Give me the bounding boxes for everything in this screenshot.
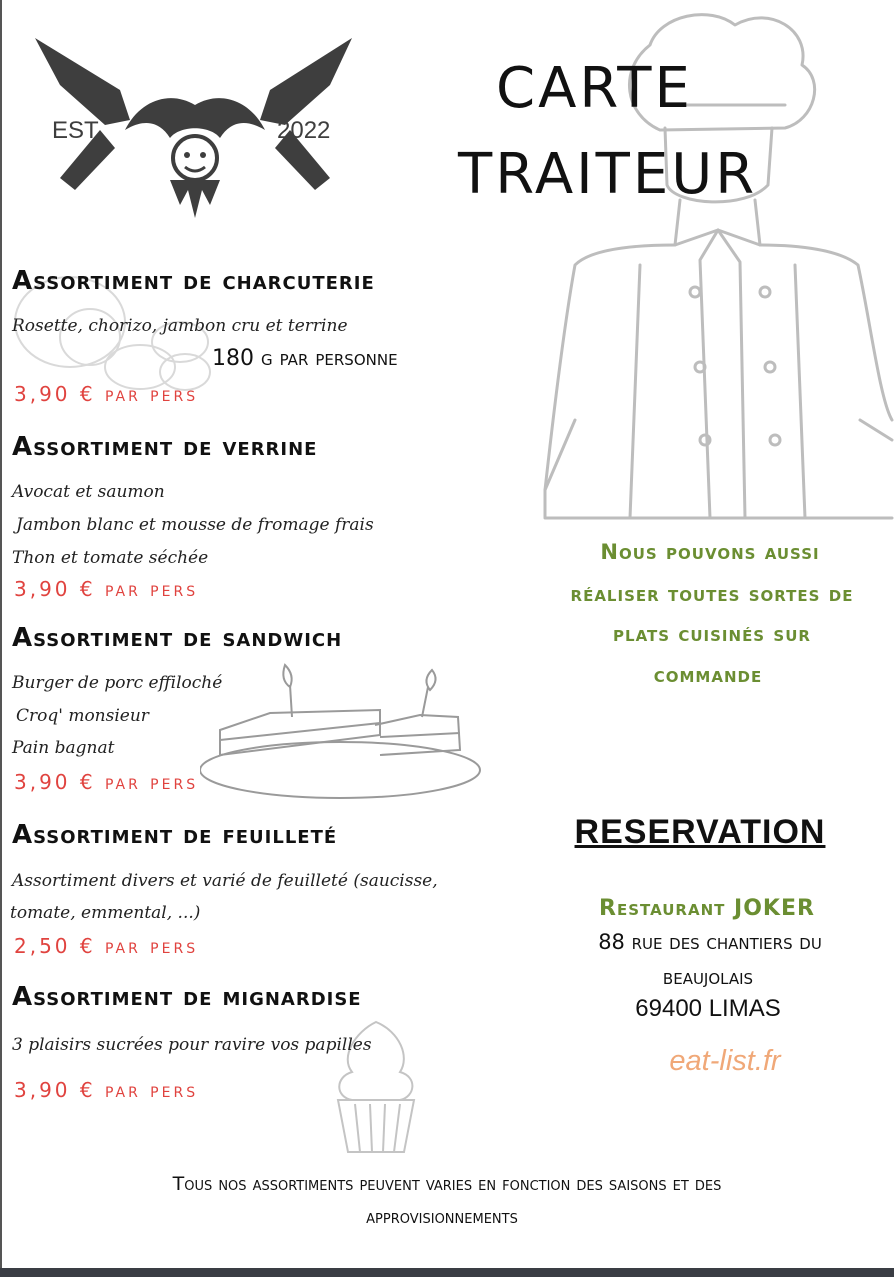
- address-line-1: 88 rue des chantiers du: [598, 930, 822, 954]
- header-title-line2: TRAITEUR: [458, 142, 758, 207]
- promo-line-3: plats cuisinés sur: [613, 622, 811, 646]
- section-title-charcuterie: Assortiment de charcuterie: [12, 266, 375, 296]
- logo-year: 2022: [277, 117, 331, 144]
- eat-list-watermark: eat-list.fr: [669, 1045, 781, 1077]
- sandwich-item-2: Croq' monsieur: [16, 706, 149, 726]
- verrine-item-3: Thon et tomate séchée: [12, 548, 209, 568]
- sandwich-sketch: [200, 655, 490, 805]
- page-border-bottom: [0, 1268, 894, 1277]
- address-line-2: beaujolais: [662, 965, 754, 989]
- charcuterie-item-1: Rosette, chorizo, jambon cru et terrine: [12, 316, 348, 336]
- section-title-verrine: Assortiment de verrine: [12, 432, 318, 462]
- header-title-line1: CARTE: [496, 56, 693, 121]
- sandwich-price: 3,90 € par pers: [14, 770, 199, 794]
- verrine-price: 3,90 € par pers: [14, 577, 199, 601]
- footer-note-line-1: Tous nos assortiments peuvent varies en fonction des saisons et des: [172, 1173, 722, 1195]
- logo-est-label: EST.: [52, 117, 103, 144]
- footer-note-line-2: approvisionnements: [366, 1206, 518, 1228]
- charcuterie-quantity-note: 180 g par personne: [212, 346, 398, 371]
- mignardise-item-1: 3 plaisirs sucrées pour ravire vos papilles: [12, 1035, 372, 1055]
- section-title-sandwich: Assortiment de sandwich: [12, 623, 343, 653]
- feuillete-item-1: Assortiment divers et varié de feuilleté (saucisse,: [12, 871, 438, 891]
- reservation-heading: RESERVATION: [574, 813, 826, 851]
- mignardise-price: 3,90 € par pers: [14, 1078, 199, 1102]
- verrine-item-2: Jambon blanc et mousse de fromage frais: [16, 515, 374, 535]
- restaurant-name: Restaurant JOKER: [599, 896, 815, 921]
- section-title-mignardise: Assortiment de mignardise: [12, 982, 362, 1012]
- section-title-feuillete: Assortiment de feuilleté: [12, 820, 338, 850]
- feuillete-price: 2,50 € par pers: [14, 934, 199, 958]
- promo-line-1: Nous pouvons aussi: [600, 540, 820, 564]
- verrine-item-1: Avocat et saumon: [12, 482, 165, 502]
- address-city: 69400 LIMAS: [635, 995, 781, 1022]
- sandwich-item-3: Pain bagnat: [12, 738, 115, 758]
- cupcake-sketch: [330, 1012, 422, 1157]
- sandwich-item-1: Burger de porc effiloché: [12, 673, 223, 693]
- page-border-left: [0, 0, 2, 1277]
- feuillete-item-2: tomate, emmental, ...): [10, 903, 201, 923]
- promo-line-4: commande: [653, 663, 763, 687]
- charcuterie-price: 3,90 € par pers: [14, 382, 199, 406]
- promo-line-2: réaliser toutes sortes de: [570, 582, 854, 606]
